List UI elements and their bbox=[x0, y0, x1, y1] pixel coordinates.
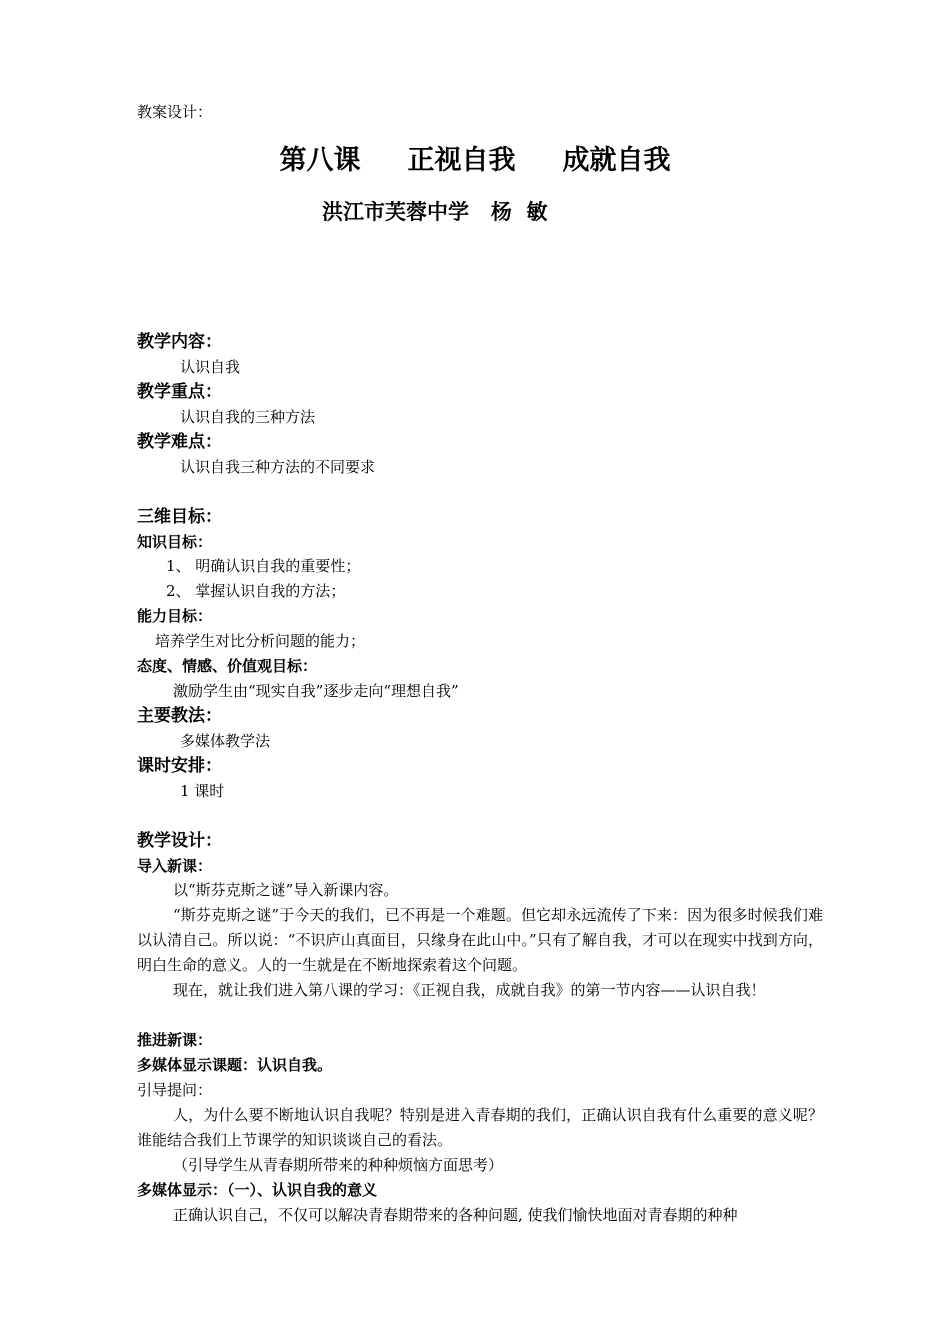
advance-heading: 推进新课： bbox=[137, 1031, 213, 1049]
media-topic: 多媒体显示课题：认识自我。 bbox=[137, 1056, 333, 1074]
lesson-title: 第八课 正视自我 成就自我 bbox=[279, 145, 671, 176]
key-points-heading: 教学重点： bbox=[137, 382, 222, 402]
knowledge-goal-item: 2、 掌握认识自我的方法； bbox=[166, 582, 346, 600]
question-paragraph: 人，为什么要不断地认识自我呢？特别是进入青春期的我们，正确认识自我有什么重要的意义呢？谁能结合我们上节课学的知识谈谈自己的看法。 bbox=[137, 1106, 823, 1149]
schedule-heading: 课时安排： bbox=[137, 756, 222, 776]
difficulties-heading: 教学难点： bbox=[137, 432, 222, 452]
intro-paragraph: “斯芬克斯之谜”于今天的我们，已不再是一个难题。但它却永远流传了下来：因为很多时候我们难以认清自己。所以说：“不识庐山真面目，只缘身在此山中。”只有了解自我，才可以在现实中找到方向，明白生命的意义。人的一生就是在不断地探索着这个问题。 bbox=[137, 906, 823, 974]
content-text: 认识自我 bbox=[180, 358, 241, 376]
intro-line: 以“斯芬克斯之谜”导入新课内容。 bbox=[173, 881, 399, 899]
intro-heading: 导入新课： bbox=[137, 857, 213, 875]
author-line: 洪江市芙蓉中学 杨 敏 bbox=[322, 200, 548, 224]
knowledge-goals-heading: 知识目标： bbox=[137, 533, 213, 551]
key-points-text: 认识自我的三种方法 bbox=[180, 408, 316, 426]
schedule-text: 1 课时 bbox=[180, 782, 225, 800]
content-heading: 教学内容： bbox=[137, 332, 222, 352]
goals-heading: 三维目标： bbox=[137, 507, 222, 527]
method-heading: 主要教法： bbox=[137, 706, 222, 726]
guide-note: （引导学生从青春期所带来的种种烦恼方面思考） bbox=[173, 1156, 504, 1174]
design-heading: 教学设计： bbox=[137, 831, 222, 851]
attitude-goals-heading: 态度、情感、价值观目标： bbox=[137, 657, 318, 675]
header-label: 教案设计： bbox=[137, 103, 213, 121]
attitude-goals-text: 激励学生由“现实自我”逐步走向“理想自我” bbox=[173, 682, 459, 700]
guide-label: 引导提问： bbox=[137, 1081, 213, 1099]
now-paragraph: 现在，就让我们进入第八课的学习：《正视自我，成就自我》的第一节内容——认识自我！ bbox=[173, 981, 766, 999]
knowledge-goal-item: 1、 明确认识自我的重要性； bbox=[166, 557, 361, 575]
last-paragraph: 正确认识自己，不仅可以解决青春期带来的各种问题, 使我们愉快地面对青春期的种种 bbox=[173, 1206, 738, 1224]
difficulties-text: 认识自我三种方法的不同要求 bbox=[180, 458, 376, 476]
media-display-heading: 多媒体显示：（一）、认识自我的意义 bbox=[137, 1181, 378, 1199]
method-text: 多媒体教学法 bbox=[180, 732, 271, 750]
ability-goals-heading: 能力目标： bbox=[137, 607, 213, 625]
ability-goals-text: 培养学生对比分析问题的能力； bbox=[155, 632, 366, 650]
